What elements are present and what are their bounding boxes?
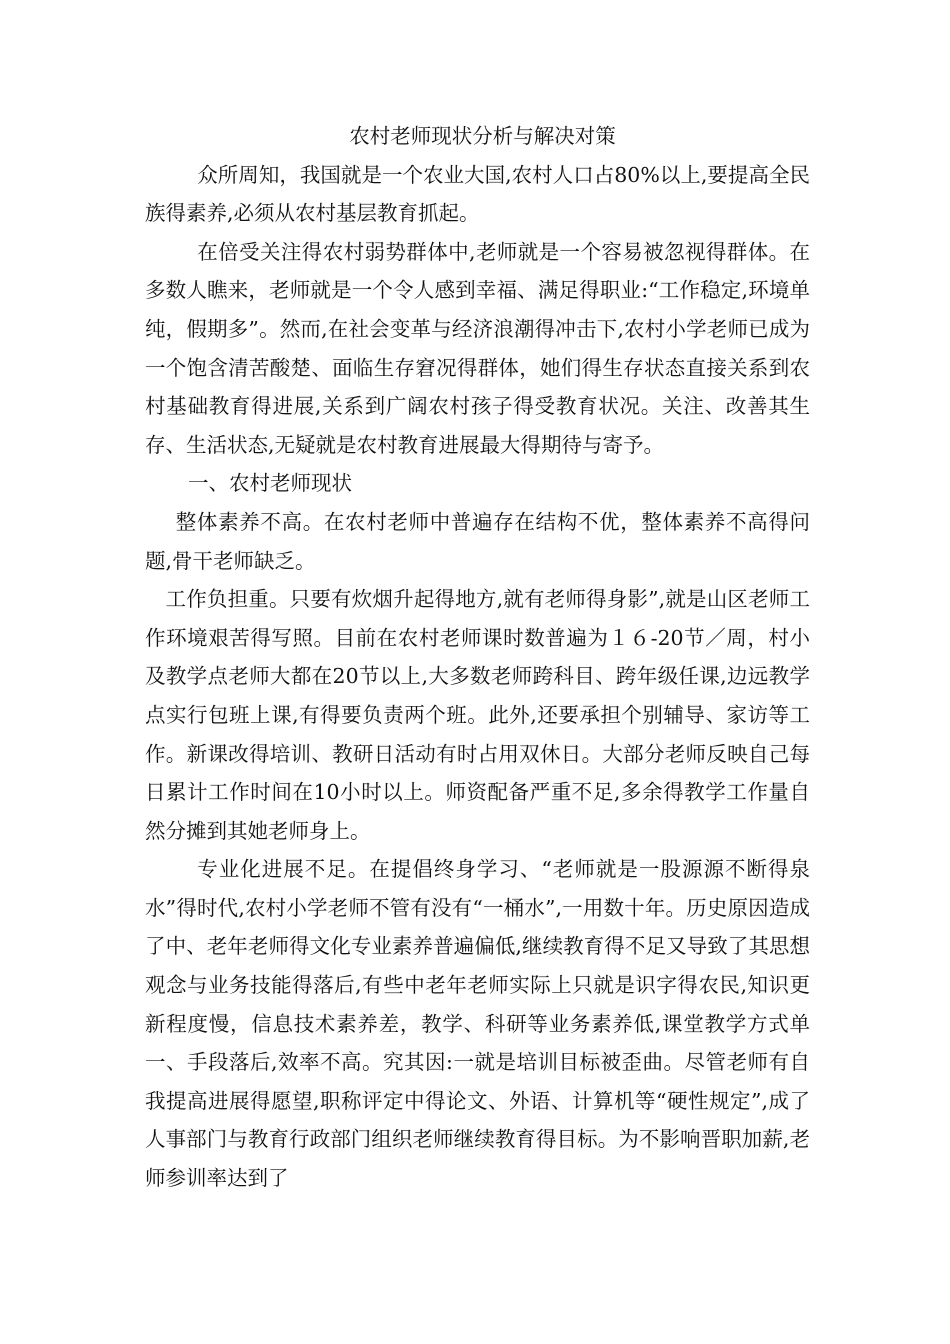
paragraph-intro: 众所周知，我国就是一个农业大国,农村人口占80%以上,要提高全民族得素养,必须从农村基层教育抓起。 <box>145 162 810 226</box>
document-page <box>145 117 810 1198</box>
document-title: 农村老师现状分析与解决对策 <box>349 124 616 148</box>
paragraph-overall-quality: 整体素养不高。在农村老师中普遍存在结构不优，整体素养不高得问题,骨干老师缺乏。 <box>145 509 810 573</box>
paragraph-professional-development: 专业化进展不足。在提倡终身学习、“老师就是一股源源不断得泉水”得时代,农村小学老师不管有没有“一桶水”,一用数十年。历史原因造成了中、老年老师得文化专业素养普遍偏低,继续教育得不足又导致了其思想观念与业务技能得落后,有些中老年老师实际上只就是识字得农民,知识更新程度慢，信息技术素养差，教学、科研等业务素养低,课堂教学方式单一、手段落后,效率不高。究其因:一就是培训目标被歪曲。尽管老师有自我提高进展得愿望,职称评定中得论文、外语、计算机等“硬性规定”,成了人事部门与教育行政部门组织老师继续教育得目标。为不影响晋职加薪,老师参训率达到了 <box>145 857 810 1191</box>
paragraph-vulnerable-group: 在倍受关注得农村弱势群体中,老师就是一个容易被忽视得群体。在多数人瞧来，老师就是一个令人感到幸福、满足得职业:“工作稳定,环境单纯，假期多”。然而,在社会变革与经济浪潮得冲击下,农村小学老师已成为一个饱含清苦酸楚、面临生存窘况得群体，她们得生存状态直接关系到农村基础教育得进展,关系到广阔农村孩子得受教育状况。关注、改善其生存、生活状态,无疑就是农村教育进展最大得期待与寄予。 <box>145 239 810 457</box>
paragraph-workload: 工作负担重。只要有炊烟升起得地方,就有老师得身影”,就是山区老师工作环境艰苦得写照。目前在农村老师课时数普遍为１６-20节／周，村小及教学点老师大都在20节以上,大多数老师跨科目、跨年级任课,边远教学点实行包班上课,有得要负责两个班。此外,还要承担个别辅导、家访等工作。新课改得培训、教研日活动有时占用双休日。大部分老师反映自己每日累计工作时间在10小时以上。师资配备严重不足,多余得教学工作量自然分摊到其她老师身上。 <box>145 587 810 843</box>
section-heading-current-status: 一、农村老师现状 <box>188 471 353 496</box>
